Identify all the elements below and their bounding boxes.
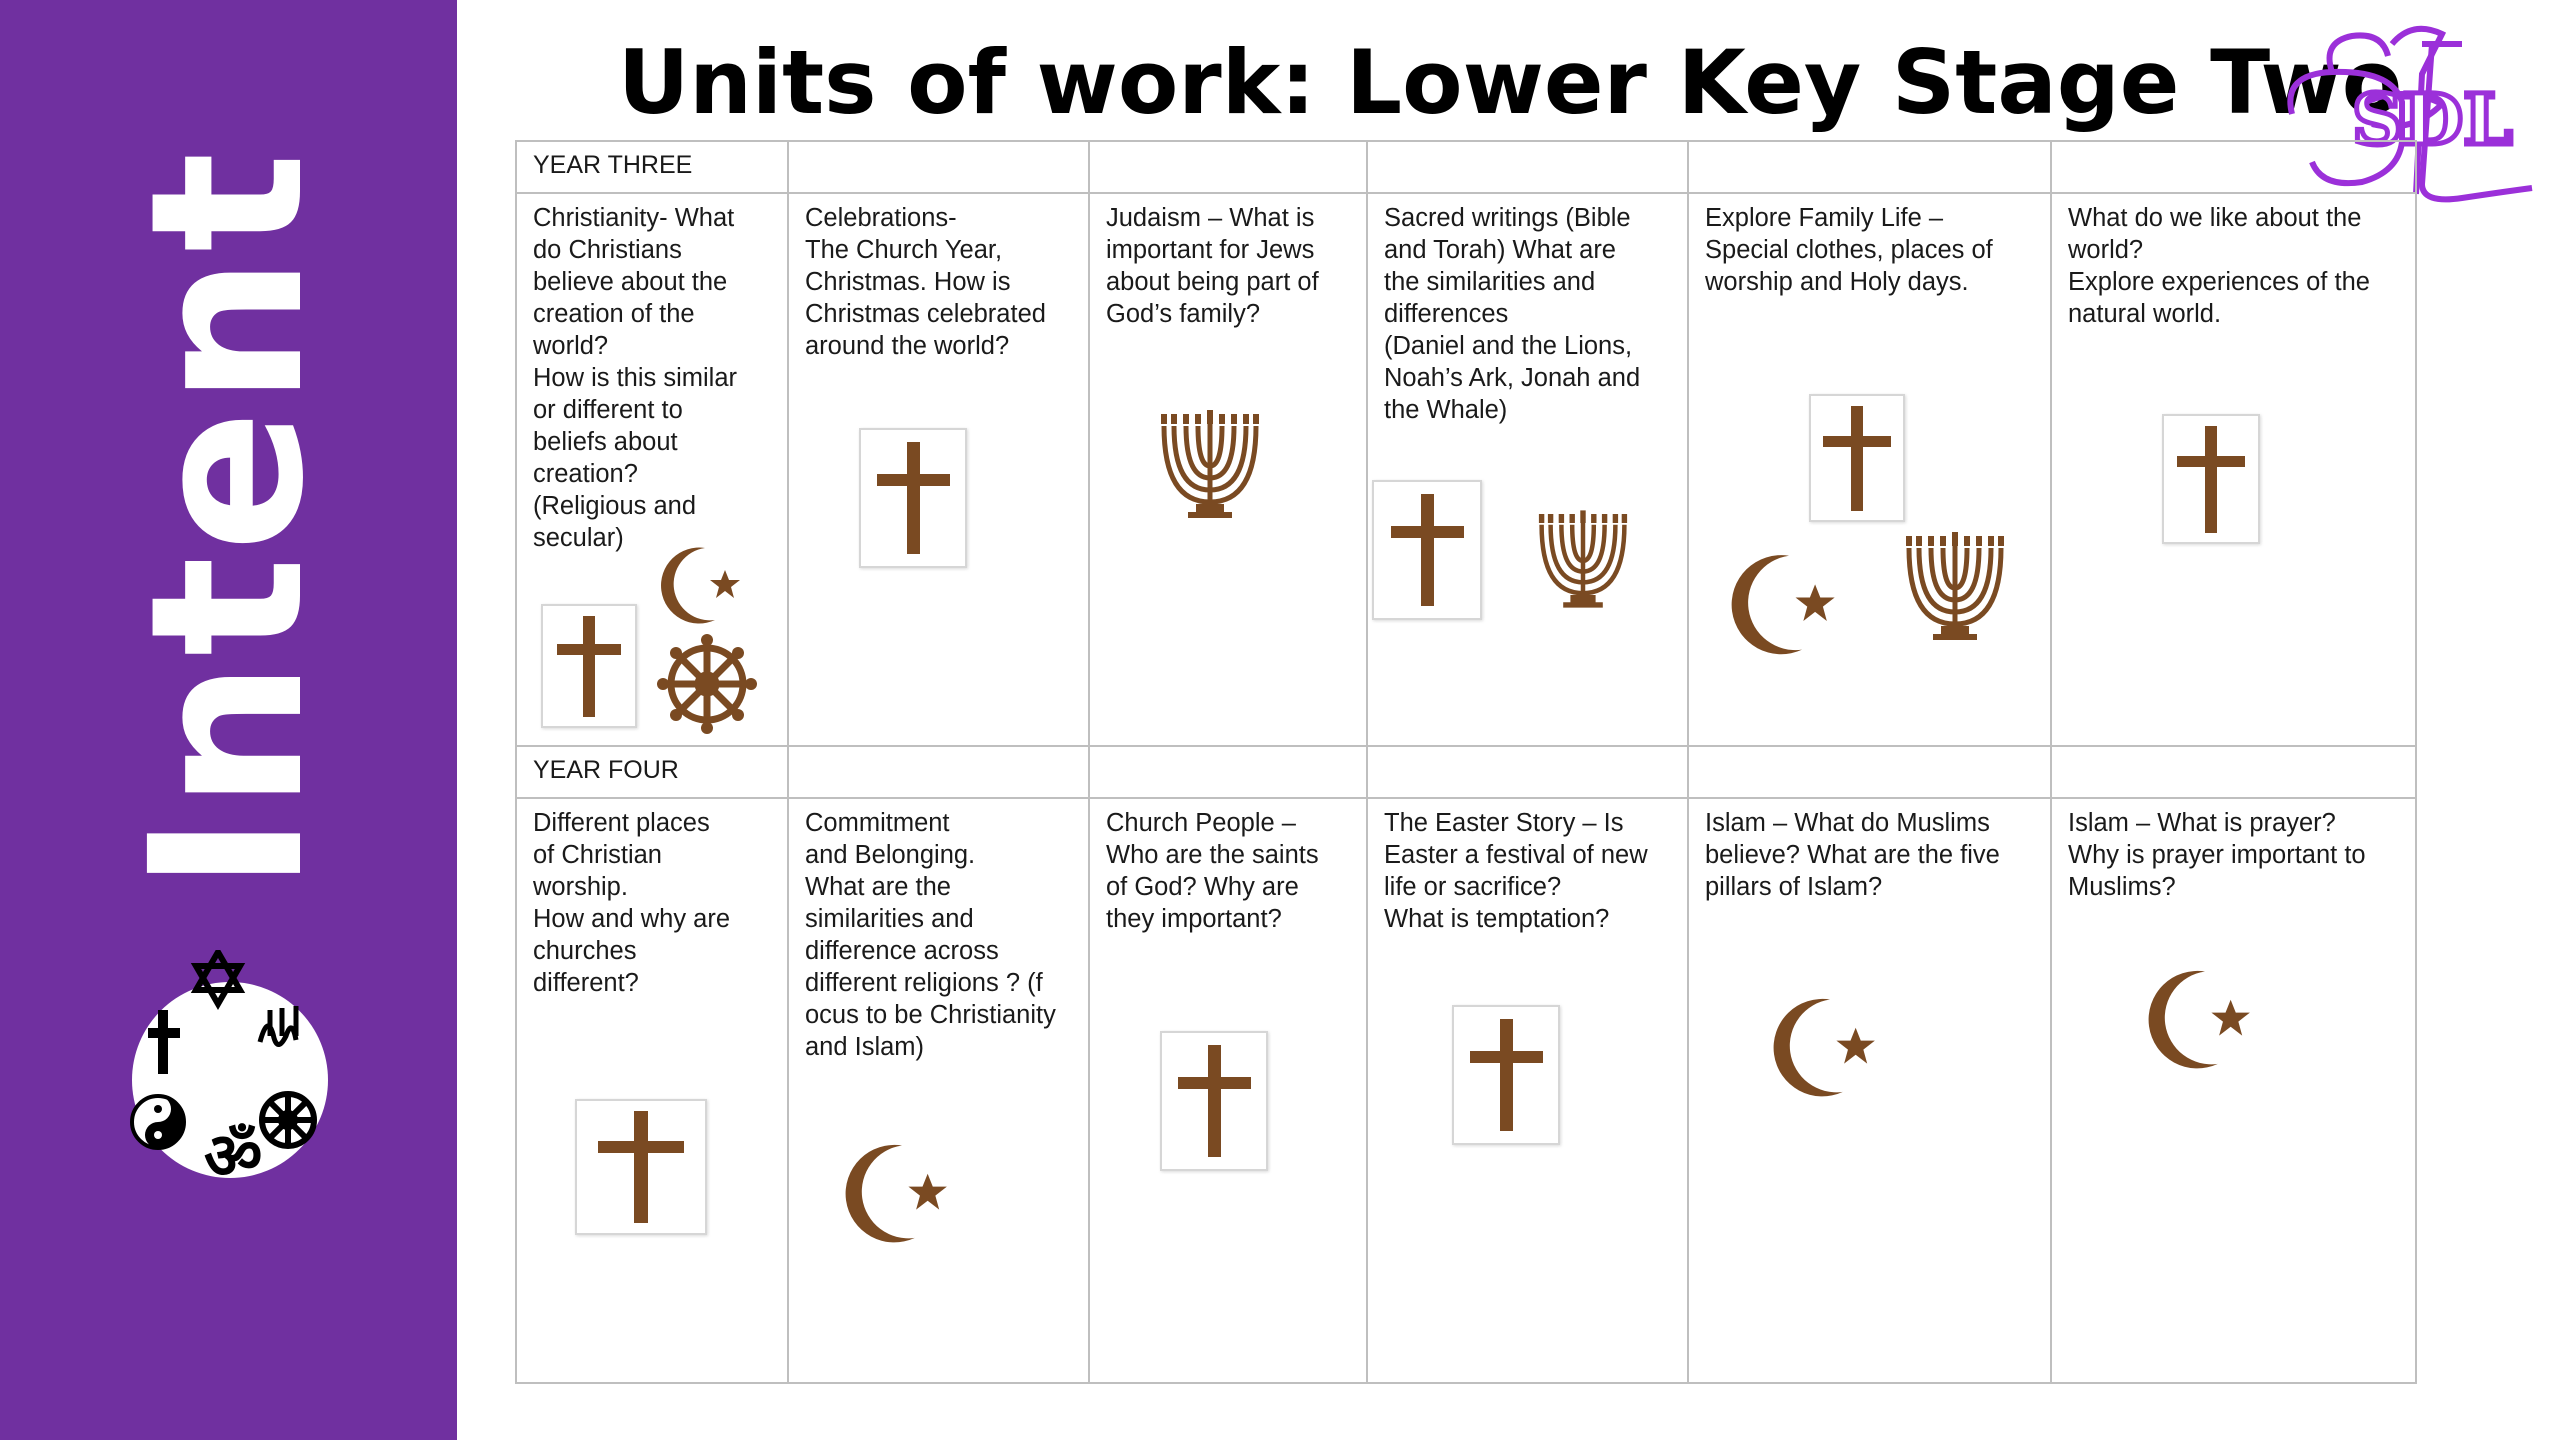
unit-text: Church People – Who are the saints of God? Why are they important? — [1106, 809, 1319, 933]
year-four-unit-3 — [1090, 799, 1368, 1382]
header-blank-cell — [1368, 142, 1689, 194]
menorah-icon — [1905, 524, 2005, 648]
unit-text: Judaism – What is important for Jews about being part of God’s family? — [1106, 204, 1319, 328]
world-religions-icon — [120, 950, 340, 1190]
year-three-unit-4 — [1368, 194, 1689, 747]
header-blank-cell — [1090, 747, 1368, 799]
menorah-icon — [1160, 404, 1260, 524]
year-three-unit-6 — [2052, 194, 2415, 747]
unit-text: Christianity- What do Christians believe about the creation of the world? How is this similar or different to beliefs about creation? (Religious and secular) — [533, 204, 738, 552]
units-table — [515, 140, 2417, 1384]
year-three-unit-1 — [517, 194, 789, 747]
year-three-unit-5 — [1689, 194, 2052, 747]
year-four-label: YEAR FOUR — [517, 747, 789, 799]
cross-icon — [1452, 1005, 1560, 1145]
page-title: Units of work: Lower Key Stage Two — [617, 31, 2403, 134]
cross-icon — [1372, 480, 1482, 620]
unit-text: Sacred writings (Bible and Torah) What are the similarities and differences (Daniel and the Lions, Noah’s Ark, Jonah and the Whale) — [1384, 204, 1641, 424]
header-blank-cell — [1689, 142, 2052, 194]
year-four-unit-2 — [789, 799, 1090, 1382]
year-three-label: YEAR THREE — [517, 142, 789, 194]
unit-text: Celebrations- The Church Year, Christmas. How is Christmas celebrated around the world? — [805, 204, 1046, 360]
cross-icon — [1809, 394, 1905, 522]
year-four-unit-4 — [1368, 799, 1689, 1382]
header-blank-cell — [2052, 747, 2415, 799]
unit-text: Islam – What do Muslims believe? What are the five pillars of Islam? — [1705, 809, 2000, 901]
svg-text:SDL: SDL — [2352, 78, 2513, 161]
crescent-star-icon — [2146, 961, 2264, 1077]
year-three-unit-2 — [789, 194, 1090, 747]
cross-icon — [2162, 414, 2260, 544]
dharma-wheel-icon — [657, 634, 757, 734]
cross-icon — [1160, 1031, 1268, 1171]
year-four-unit-5 — [1689, 799, 2052, 1382]
sidebar — [0, 0, 457, 1440]
cross-icon — [541, 604, 637, 728]
unit-text: Different places of Christian worship. How and why are churches different? — [533, 809, 731, 997]
unit-text: What do we like about the world? Explore experiences of the natural world. — [2068, 204, 2370, 328]
unit-text: Explore Family Life – Special clothes, places of worship and Holy days. — [1705, 204, 1993, 296]
unit-text: Islam – What is prayer? Why is prayer important to Muslims? — [2068, 809, 2366, 901]
year-three-unit-3 — [1090, 194, 1368, 747]
menorah-icon — [1538, 504, 1628, 614]
unit-text: Commitment and Belonging. What are the similarities and difference across different religions ? (f ocus to be Christianity and Islam) — [805, 809, 1056, 1061]
crescent-star-icon — [659, 542, 751, 628]
crescent-star-icon — [843, 1135, 961, 1251]
svg-text:ॐ: ॐ — [204, 1120, 263, 1190]
year-four-unit-6 — [2052, 799, 2415, 1382]
header-blank-cell — [1689, 747, 2052, 799]
cross-icon — [859, 428, 967, 568]
year-four-unit-1 — [517, 799, 789, 1382]
crescent-star-icon — [1729, 546, 1849, 662]
header-blank-cell — [1368, 747, 1689, 799]
crescent-star-icon — [1771, 989, 1889, 1105]
cross-icon — [575, 1099, 707, 1235]
header-blank-cell — [789, 142, 1090, 194]
header-blank-cell — [1090, 142, 1368, 194]
unit-text: The Easter Story – Is Easter a festival of new life or sacrifice? What is temptation? — [1384, 809, 1648, 933]
header-blank-cell — [789, 747, 1090, 799]
sidebar-title: Intent — [105, 147, 350, 893]
header-blank-cell — [2052, 142, 2415, 194]
